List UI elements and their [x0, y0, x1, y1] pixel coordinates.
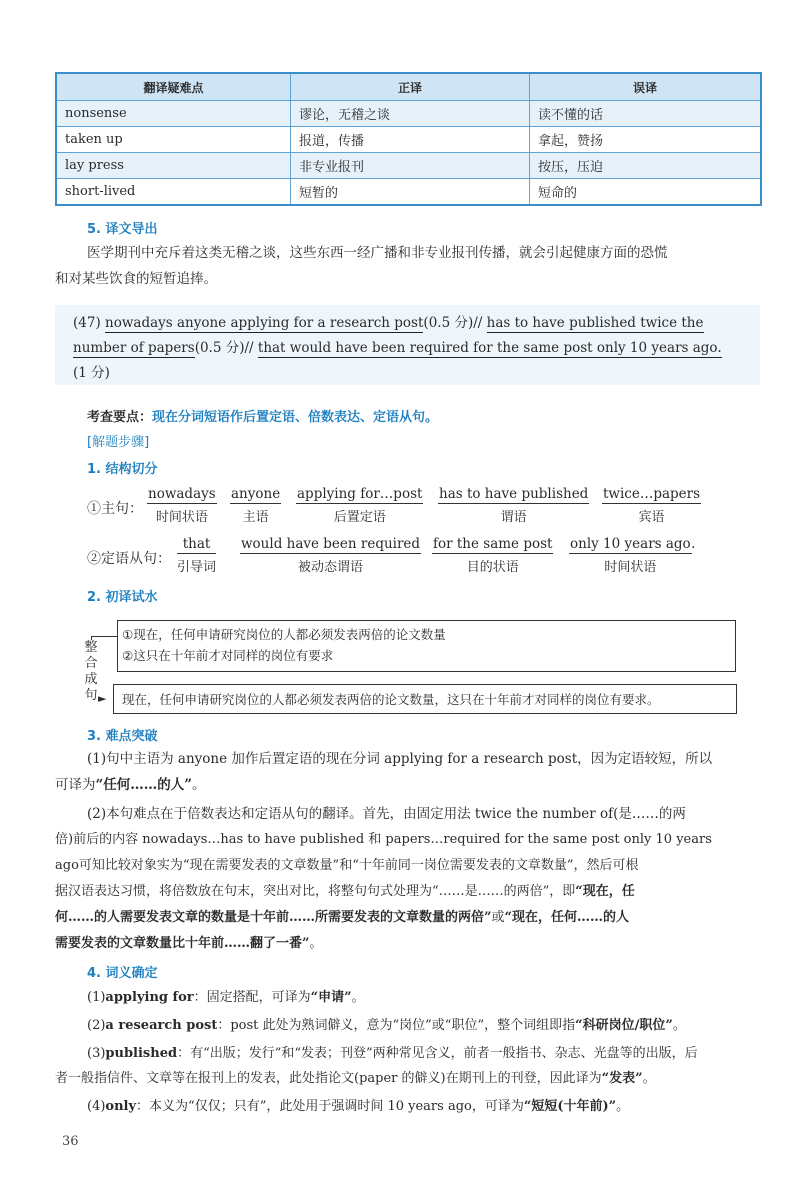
segment-purpose-adverbial: for the same post 目的状语 [433, 536, 553, 575]
answer-part-1: nowadays anyone applying for a research post [105, 315, 424, 331]
cell-wrong: 读不懂的话 [530, 101, 762, 127]
s3-p2-line3: ago可知比较对象实为“现在需要发表的文章数量”和“十年前同一岗位需要发表的文章数量”，然后可根 [55, 858, 639, 873]
table-row [56, 153, 761, 179]
key-points-label: 考查要点： [87, 410, 153, 425]
merge-side-label: 整 合 成 句 [84, 640, 98, 703]
score-3: (1 分) [73, 365, 110, 381]
cell-term: nonsense [56, 101, 291, 127]
sentence-period: . [691, 536, 696, 552]
segment-rel-time-adverbial: only 10 years ago 时间状语 [570, 536, 691, 575]
cell-term: short-lived [56, 179, 291, 206]
header-correct: 正译 [291, 73, 530, 101]
arrow-icon: ► [98, 692, 107, 705]
section-2-heading: 2. 初译试水 [87, 590, 158, 605]
s4-item-4: (4)only：本义为“仅仅；只有”，此处用于强调时间 10 years ago，可译为“短短(十年前)”。 [87, 1099, 630, 1114]
question-number: (47) [73, 315, 101, 331]
answer-part-3: that would have been required for the same post only 10 years ago. [257, 340, 722, 356]
section-1-heading: 1. 结构切分 [87, 462, 158, 477]
segment-passive-predicate: would have been required 被动态谓语 [241, 536, 421, 575]
main-clause-label: ①主句： [87, 501, 143, 517]
s3-p2-line2: 倍)前后的内容 nowadays…has to have published 和 papers…required for the same post only 10 years [55, 832, 712, 847]
draft-item-2: ②这只在十年前才对同样的岗位有要求 [122, 648, 334, 663]
relative-clause-label: ②定语从句： [87, 551, 171, 567]
s4-item-1: (1)applying for：固定搭配，可译为“申请”。 [87, 990, 365, 1005]
cell-wrong: 拿起，赞扬 [530, 127, 762, 153]
combined-sentence: 现在，任何申请研究岗位的人都必须发表两倍的论文数量，这只在十年前才对同样的岗位有要求。 [122, 692, 660, 707]
key-points-text: 现在分词短语作后置定语、倍数表达、定语从句。 [152, 410, 439, 425]
score-1: (0.5 分)// [423, 315, 483, 331]
section-5-heading: 5. 译文导出 [87, 222, 158, 237]
header-wrong: 误译 [530, 73, 762, 101]
cell-wrong: 短命的 [530, 179, 762, 206]
score-2: (0.5 分)// [194, 340, 254, 356]
s4-item-2: (2)a research post：post 此处为熟词僻义，意为“岗位”或“职位”，整个词组即指“科研岗位/职位”。 [87, 1018, 686, 1033]
cell-term: taken up [56, 127, 291, 153]
s3-p2-line6: 需要发表的文章数量比十年前……翻了一番”。 [55, 936, 323, 951]
cell-correct: 报道，传播 [291, 127, 530, 153]
key-points [87, 406, 438, 425]
draft-item-1: ①现在，任何申请研究岗位的人都必须发表两倍的论文数量 [122, 627, 446, 642]
answer-part-2b: number of papers [73, 340, 195, 356]
s3-p1-line1: (1)句中主语为 anyone 加作后置定语的现在分词 applying for a research post，因为定语较短，所以 [87, 751, 713, 767]
answer-line-1 [73, 310, 704, 336]
table-row [56, 101, 761, 127]
section-4-heading: 4. 词义确定 [87, 966, 158, 981]
table-row [56, 127, 761, 153]
s4-item-3-line1: (3)published：有“出版；发行”和“发表；刊登”两种常见含义，前者一般指书、杂志、光盘等的出版，后 [87, 1046, 698, 1061]
s3-p2-line5: 何……的人需要发表文章的数量是十年前……所需要发表的文章数量的两倍”或“现在，任何……的人 [55, 910, 629, 925]
table-row [56, 179, 761, 206]
segment-post-modifier: applying for…post 后置定语 [297, 486, 423, 525]
translation-line-2: 和对某些饮食的短暂追捧。 [55, 271, 217, 287]
cell-term: lay press [56, 153, 291, 179]
segment-predicate: has to have published 谓语 [439, 486, 589, 525]
cell-correct: 短暂的 [291, 179, 530, 206]
page-number: 36 [62, 1134, 79, 1149]
translation-line-1: 医学期刊中充斥着这类无稽之谈，这些东西一经广播和非专业报刊传播，就会引起健康方面的恐慌 [87, 245, 668, 261]
s3-p1-line2: 可译为“任何……的人”。 [55, 777, 206, 793]
segment-relative-pronoun: that 引导词 [177, 536, 217, 575]
cell-wrong: 按压，压迫 [530, 153, 762, 179]
segment-subject: anyone 主语 [231, 486, 281, 525]
table-header-row [56, 73, 761, 101]
vocab-table [55, 72, 762, 206]
s3-p2-line4: 据汉语表达习惯，将倍数放在句末，突出对比，将整句句式处理为“……是……的两倍”，即“现在，任 [55, 884, 635, 899]
header-difficulty: 翻译疑难点 [56, 73, 291, 101]
segment-time-adverbial: nowadays 时间状语 [148, 486, 216, 525]
s4-item-3-line2: 者一般指信件、文章等在报刊上的发表，此处指论文(paper 的僻义)在期刊上的刊登，因此译为“发表”。 [55, 1071, 656, 1086]
answer-line-2 [73, 335, 722, 361]
cell-correct: 非专业报刊 [291, 153, 530, 179]
section-3-heading: 3. 难点突破 [87, 729, 158, 744]
cell-correct: 谬论，无稽之谈 [291, 101, 530, 127]
steps-label: [解题步骤] [87, 435, 150, 450]
merge-line-top [91, 636, 117, 637]
segment-object: twice…papers 宾语 [603, 486, 701, 525]
s3-p2-line1: (2)本句难点在于倍数表达和定语从句的翻译。首先，由固定用法 twice the number of(是……的两 [87, 806, 686, 822]
answer-part-2a: has to have published twice the [486, 315, 704, 331]
